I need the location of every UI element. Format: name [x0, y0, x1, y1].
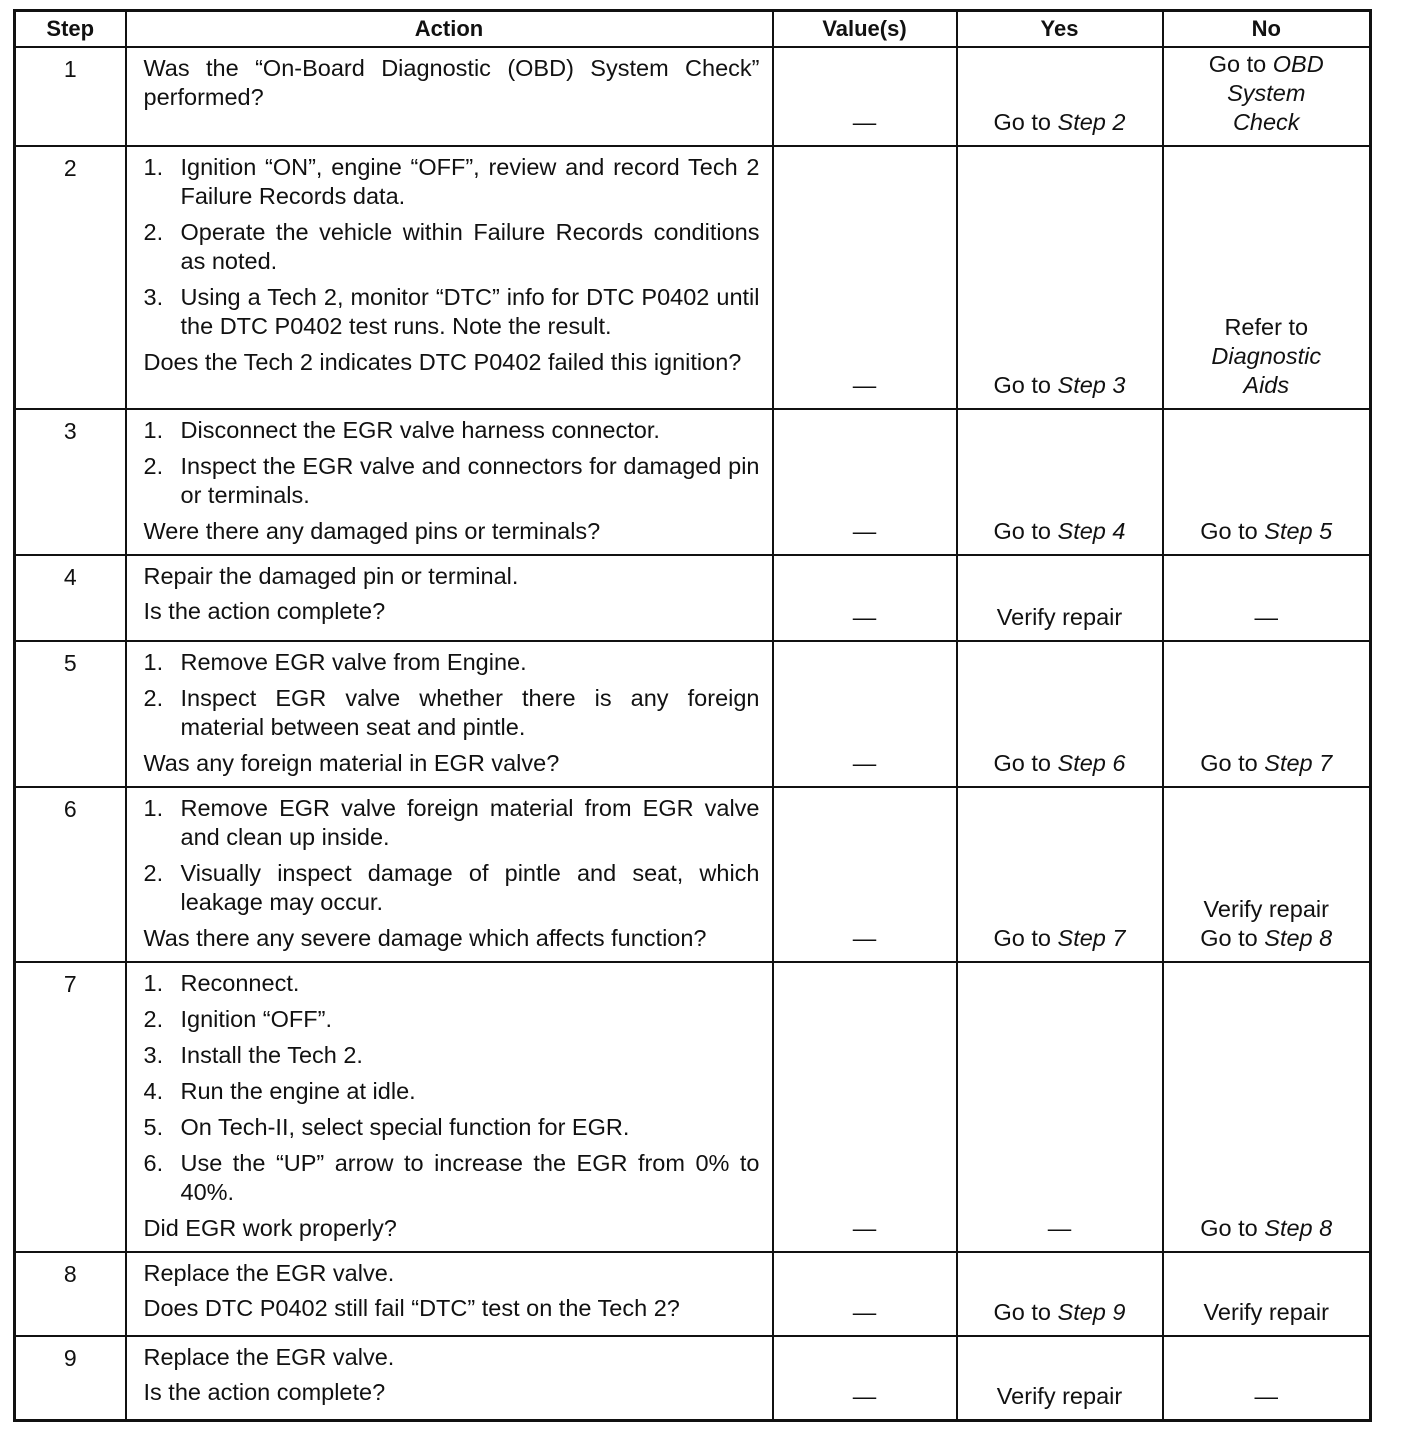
- action-step-text: Reconnect.: [180, 970, 300, 996]
- action-step-item: [144, 153, 760, 211]
- yes-cell: [957, 409, 1163, 555]
- step-number: 1: [15, 47, 126, 146]
- action-step-item: [144, 1041, 760, 1070]
- no-target: System: [1227, 80, 1306, 106]
- action-question: Did EGR work properly?: [143, 1215, 397, 1241]
- action-step-text: Using a Tech 2, monitor “DTC” info for DTC P0402 until the DTC P0402 test runs. Note the result.: [180, 284, 760, 339]
- yes-dash: —: [1047, 1215, 1072, 1241]
- value-cell: —: [773, 146, 957, 409]
- action-text: Replace the EGR valve.: [143, 1260, 395, 1286]
- step-number: 2: [15, 146, 126, 409]
- action-question: Does the Tech 2 indicates DTC P0402 failed this ignition?: [143, 349, 742, 375]
- action-step-number: 2.: [143, 860, 164, 886]
- step-number: 8: [15, 1252, 126, 1336]
- action-cell: [126, 555, 773, 641]
- action-step-item: [144, 283, 760, 341]
- yes-text: Go to: [993, 750, 1051, 776]
- yes-text: Go to: [993, 518, 1051, 544]
- table-row: [15, 641, 1371, 787]
- action-question: Is the action complete?: [143, 598, 386, 624]
- yes-cell: [957, 787, 1163, 962]
- step-number: 9: [15, 1336, 126, 1420]
- action-step-text: Ignition “ON”, engine “OFF”, review and record Tech 2 Failure Records data.: [180, 154, 760, 209]
- no-line: [1164, 517, 1370, 546]
- action-question: Were there any damaged pins or terminals?: [143, 518, 601, 544]
- value-cell: —: [773, 962, 957, 1252]
- no-target: Aids: [1243, 372, 1290, 398]
- action-step-number: 1.: [143, 417, 164, 443]
- yes-cell: [957, 641, 1163, 787]
- action-steps-list: [144, 416, 760, 510]
- action-step-number: 2.: [143, 219, 164, 245]
- header-yes: Yes: [957, 11, 1163, 48]
- no-text: Go to: [1200, 518, 1258, 544]
- yes-target: Step 3: [1057, 372, 1126, 398]
- value-cell: —: [773, 1336, 957, 1420]
- action-steps-list: [144, 648, 760, 742]
- action-step-number: 1.: [143, 649, 164, 675]
- no-target: Step 5: [1264, 518, 1333, 544]
- no-line: [1164, 1298, 1370, 1327]
- action-step-number: 5.: [143, 1114, 164, 1140]
- action-step-text: Inspect EGR valve whether there is any foreign material between seat and pintle.: [180, 685, 760, 740]
- no-line: [1164, 895, 1370, 924]
- no-text: Verify repair: [1203, 896, 1329, 922]
- no-line: [1164, 342, 1370, 371]
- no-target: Step 8: [1264, 1215, 1333, 1241]
- action-step-number: 4.: [143, 1078, 164, 1104]
- action-cell: [126, 962, 773, 1252]
- no-line: [1164, 1214, 1370, 1243]
- action-step-number: 1.: [143, 970, 164, 996]
- value-cell: —: [773, 409, 957, 555]
- header-step: Step: [15, 11, 126, 48]
- action-cell: [126, 787, 773, 962]
- no-line: [1164, 749, 1370, 778]
- no-target: Diagnostic: [1211, 343, 1322, 369]
- no-text: Refer to: [1224, 314, 1309, 340]
- action-cell: [126, 1252, 773, 1336]
- action-step-number: 2.: [143, 685, 164, 711]
- action-step-text: Run the engine at idle.: [180, 1078, 416, 1104]
- no-line: [1164, 1382, 1370, 1411]
- value-cell: —: [773, 1252, 957, 1336]
- no-cell: [1163, 555, 1371, 641]
- value-cell: —: [773, 641, 957, 787]
- no-cell: [1163, 641, 1371, 787]
- yes-cell: [957, 1336, 1163, 1420]
- action-step-item: [144, 1113, 760, 1142]
- table-row: [15, 47, 1371, 146]
- table-body: [15, 47, 1371, 1420]
- action-step-item: [144, 684, 760, 742]
- no-text: Go to: [1200, 1215, 1258, 1241]
- no-dash: —: [1254, 604, 1278, 630]
- step-number: 3: [15, 409, 126, 555]
- header-values: Value(s): [773, 11, 957, 48]
- value-cell: —: [773, 555, 957, 641]
- yes-text: Verify repair: [996, 604, 1123, 630]
- action-step-text: Disconnect the EGR valve harness connector.: [180, 417, 660, 443]
- no-target: Check: [1232, 109, 1300, 135]
- no-line: [1164, 313, 1370, 342]
- table-header-row: [15, 11, 1371, 48]
- table-row: [15, 555, 1371, 641]
- action-text: Replace the EGR valve.: [143, 1344, 395, 1370]
- no-dash: —: [1254, 1382, 1278, 1409]
- no-cell: [1163, 1336, 1371, 1420]
- no-cell: [1163, 1252, 1371, 1336]
- no-line: [1164, 50, 1370, 79]
- yes-text: Go to: [993, 1299, 1051, 1325]
- action-step-text: Operate the vehicle within Failure Records conditions as noted.: [180, 219, 760, 274]
- table-row: [15, 1252, 1371, 1336]
- action-cell: [126, 409, 773, 555]
- step-number: 7: [15, 962, 126, 1252]
- yes-target: Step 9: [1057, 1299, 1126, 1325]
- value-cell: —: [773, 47, 957, 146]
- yes-cell: [957, 555, 1163, 641]
- action-step-item: [144, 648, 760, 677]
- action-step-text: Ignition “OFF”.: [180, 1006, 332, 1032]
- action-steps-list: [144, 794, 760, 917]
- no-target: Step 8: [1264, 925, 1333, 951]
- action-step-number: 2.: [143, 1006, 164, 1032]
- step-number: 4: [15, 555, 126, 641]
- action-step-text: Remove EGR valve foreign material from EGR valve and clean up inside.: [180, 795, 760, 850]
- no-line: [1164, 108, 1370, 137]
- action-step-item: [144, 218, 760, 276]
- action-step-item: [144, 1005, 760, 1034]
- table-row: [15, 962, 1371, 1252]
- action-step-item: [144, 1077, 760, 1106]
- yes-target: Step 2: [1057, 109, 1126, 135]
- diagnostic-page: [13, 9, 1372, 1422]
- no-cell: [1163, 962, 1371, 1252]
- action-step-item: [144, 969, 760, 998]
- action-cell: [126, 146, 773, 409]
- action-step-item: [144, 1149, 760, 1207]
- table-row: [15, 409, 1371, 555]
- action-step-item: [144, 416, 760, 445]
- action-step-text: Use the “UP” arrow to increase the EGR from 0% to 40%.: [180, 1150, 760, 1205]
- yes-target: Step 6: [1057, 750, 1126, 776]
- header-action: Action: [126, 11, 773, 48]
- action-question: Was any foreign material in EGR valve?: [143, 750, 560, 776]
- action-question: Does DTC P0402 still fail “DTC” test on the Tech 2?: [143, 1295, 680, 1321]
- header-no: No: [1163, 11, 1371, 48]
- no-cell: [1163, 146, 1371, 409]
- action-step-item: [144, 859, 760, 917]
- action-step-number: 6.: [143, 1150, 164, 1176]
- action-question: Is the action complete?: [143, 1379, 386, 1405]
- step-number: 6: [15, 787, 126, 962]
- value-cell: —: [773, 787, 957, 962]
- action-step-text: On Tech-II, select special function for EGR.: [180, 1114, 630, 1140]
- action-step-number: 2.: [143, 453, 164, 479]
- yes-text: Go to: [993, 925, 1051, 951]
- no-cell: [1163, 787, 1371, 962]
- no-line: [1164, 79, 1370, 108]
- action-step-item: [144, 794, 760, 852]
- no-line: [1164, 603, 1370, 632]
- no-line: [1164, 924, 1370, 953]
- no-text: Verify repair: [1203, 1299, 1329, 1325]
- action-steps-list: [144, 153, 760, 341]
- action-step-item: [144, 452, 760, 510]
- no-line: [1164, 371, 1370, 400]
- no-cell: [1163, 409, 1371, 555]
- action-cell: [126, 47, 773, 146]
- yes-target: Step 4: [1057, 518, 1126, 544]
- action-step-text: Remove EGR valve from Engine.: [180, 649, 527, 675]
- no-cell: [1163, 47, 1371, 146]
- action-step-text: Inspect the EGR valve and connectors for damaged pin or terminals.: [180, 453, 760, 508]
- yes-text: Go to: [993, 372, 1051, 398]
- no-text: Go to: [1208, 51, 1267, 77]
- yes-text: Verify repair: [996, 1382, 1123, 1409]
- yes-cell: [957, 146, 1163, 409]
- action-step-number: 3.: [143, 284, 164, 310]
- action-step-text: Install the Tech 2.: [180, 1042, 363, 1068]
- action-question: Was there any severe damage which affects function?: [143, 925, 707, 951]
- action-cell: [126, 1336, 773, 1420]
- yes-target: Step 7: [1057, 925, 1126, 951]
- action-step-number: 1.: [143, 795, 164, 821]
- action-step-text: Visually inspect damage of pintle and seat, which leakage may occur.: [180, 860, 760, 915]
- table-row: [15, 146, 1371, 409]
- yes-text: Go to: [993, 109, 1051, 135]
- yes-cell: [957, 1252, 1163, 1336]
- yes-cell: [957, 962, 1163, 1252]
- action-steps-list: [144, 969, 760, 1207]
- action-text: Repair the damaged pin or terminal.: [143, 563, 519, 589]
- action-step-number: 3.: [143, 1042, 164, 1068]
- diagnostic-table: [13, 9, 1372, 1422]
- action-text: Was the “On-Board Diagnostic (OBD) System Check” performed?: [143, 55, 760, 110]
- no-target: Step 7: [1264, 750, 1333, 776]
- no-text: Go to: [1200, 925, 1258, 951]
- no-target: OBD: [1272, 51, 1324, 77]
- no-text: Go to: [1200, 750, 1258, 776]
- action-step-number: 1.: [143, 154, 164, 180]
- table-row: [15, 1336, 1371, 1420]
- action-cell: [126, 641, 773, 787]
- yes-cell: [957, 47, 1163, 146]
- table-row: [15, 787, 1371, 962]
- step-number: 5: [15, 641, 126, 787]
